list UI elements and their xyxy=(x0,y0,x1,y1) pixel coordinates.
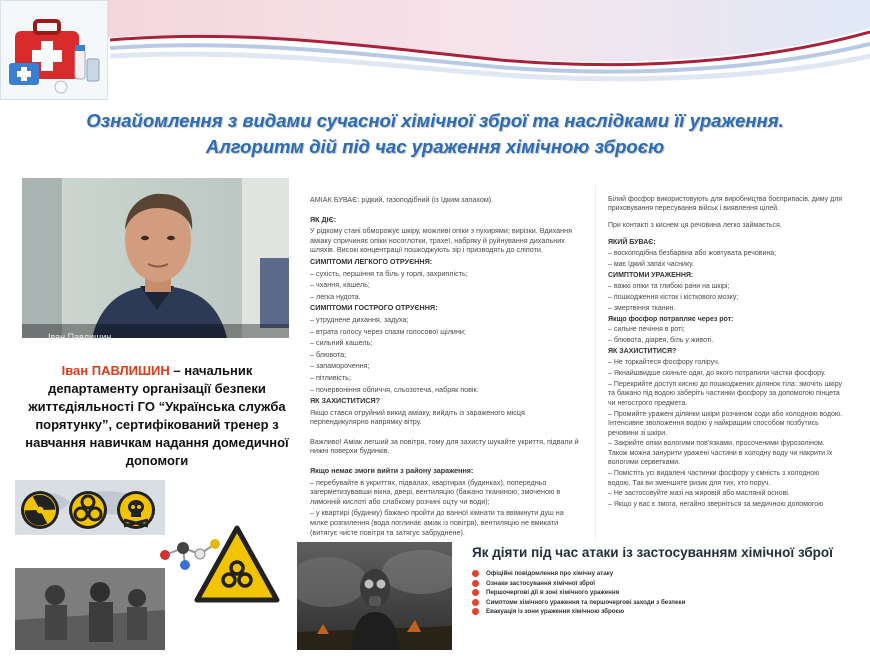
paragraph: – легка нудота. xyxy=(310,291,361,301)
paragraph: – сухість, першіння та біль у горлі, захриплість; xyxy=(310,268,468,278)
section-heading: СИМПТОМИ ГОСТРОГО ОТРУЄННЯ: xyxy=(310,303,438,313)
spacer xyxy=(310,429,583,437)
section-heading: ЯК ЗАХИСТИТИСЯ? xyxy=(608,348,677,356)
paragraph: – перебувайте в укриттях, підвалах, квартирах (будинках), попередньо загерметизувавши вікна, двері, вентиляцію (бажано тканиною, змоченою в лимонній кислоті або слабкому розчині оцту чи води); xyxy=(310,477,561,506)
title-line-2: Алгоритм дій під час ураження хімічною зброєю xyxy=(205,136,665,157)
attack-guide-list xyxy=(472,569,844,617)
hazard-collage xyxy=(15,480,290,650)
ammonia-info-panel xyxy=(298,185,596,540)
attack-item-label: Евакуація із зони ураження хімічною зброєю xyxy=(486,608,625,615)
header-wave xyxy=(0,0,870,90)
paragraph: При контакті з киснем ця речовина легко займається. xyxy=(608,222,782,230)
paragraph: – Якщо у вас є змога, негайно зверніться за медичною допомогою xyxy=(608,501,824,509)
section-heading: ЯК ЗАХИСТИТИСЯ? xyxy=(310,396,381,406)
speaker-description: – начальник департаменту організації безпеки життєдіяльності ГО “Українська служба порятунку”, сертифікований тренер з навчання навичкам надання домедичної допомоги xyxy=(25,363,289,468)
list-item xyxy=(472,588,844,598)
attack-item-label: Офіційні повідомлення про хімічну атаку xyxy=(486,570,614,577)
attack-item-label: Ознаки застосування хімічної зброї xyxy=(486,579,596,587)
paragraph: – Не торкайтеся фосфору голіруч. xyxy=(608,359,720,367)
biohazard-icon xyxy=(69,491,107,529)
spacer xyxy=(310,207,583,215)
section-heading: ЯКИЙ БУВАЄ: xyxy=(608,239,656,247)
list-item xyxy=(472,598,844,608)
bullet-icon xyxy=(472,570,479,577)
bullet-icon xyxy=(472,599,479,606)
paragraph: – Промийте уражені ділянки шкіри розчином соди або холодною водою. Інтенсивне зволоження водою у найкращим способом позбутись речовини зі шкіри. xyxy=(608,410,843,437)
skull-icon xyxy=(117,491,155,529)
paragraph: – Закрийте опіки вологими пов'язками, просоченими фурозоліном. Також можна занурити уражені частини в холодну воду чи накрити їх вологими серветками. xyxy=(608,440,833,467)
paragraph: – Якнайшвидше скиньте одяг, до якого потрапили частки фосфору. xyxy=(608,370,826,378)
section-heading: СИМПТОМИ УРАЖЕННЯ: xyxy=(608,271,694,279)
speaker-photo xyxy=(22,178,289,338)
paragraph: – важкі опіки та глибокі рани на шкірі; xyxy=(608,282,730,290)
paragraph: Важливо! Аміак легший за повітря, тому для захисту шукайте укриття, підвали й нижні поверхи будинків. xyxy=(310,436,579,456)
paragraph: АМІАК БУВАЄ: рідкий, газоподібний (із їдким запахом). xyxy=(310,195,494,204)
video-caption: Іван Павлишин xyxy=(48,332,112,342)
paragraph: – пітливість; xyxy=(310,372,351,382)
paragraph: – Помістіть усі видалені частинки фосфору у ємність з холодною водою. Так ви зменшите ризик для тих, хто поруч. xyxy=(608,470,820,487)
paragraph: – Не застосовуйте мазі на жировій або масляній основі. xyxy=(608,490,790,498)
paragraph: – втрата голосу через спазм голосової щілини; xyxy=(310,326,466,336)
list-item xyxy=(472,579,844,589)
first-aid-kit-icon xyxy=(1,1,107,99)
section-heading: ЯК ДІЄ: xyxy=(310,214,337,224)
paragraph: – воскоподібна безбарвна або жовтувата речовина; xyxy=(608,250,777,258)
paragraph: – Перекрийте доступ кисню до пошкоджених ділянок тіла: змочіть шкіру та бажано під водою заберіть частинки фосфору за допомогою пінцета чи негострого предмета. xyxy=(608,381,843,407)
paragraph: – сильне печіння в роті; xyxy=(608,326,685,334)
paragraph: – чхання, кашель; xyxy=(310,280,370,290)
attack-item-label: Симптоми хімічного ураження та першочергові заходи з безпеки xyxy=(486,598,686,606)
paragraph: – сильний кашель; xyxy=(310,338,373,348)
phosphorus-info-panel xyxy=(598,185,853,535)
paragraph: Білий фосфор використовують для виробництва боєприпасів, диму для приховування пересування військ і виявлення цілей. xyxy=(608,196,843,213)
bullet-icon xyxy=(472,580,479,587)
paragraph: – у квартирі (будинку) бажано пройти до ванної кімнати та ввімкнути душ на мілке розпилення (вода поглинає аміак із повітря), вентиляцію не вмикати (витягує чисте повітря та затягує забруднене). xyxy=(310,508,564,537)
section-heading: СИМПТОМИ ЛЕГКОГО ОТРУЄННЯ: xyxy=(310,256,433,266)
list-item xyxy=(472,569,844,579)
paragraph: – пошкодження кісток і кісткового мозку; xyxy=(608,293,739,301)
paragraph: Якщо стався отруйний викид аміаку, вийдіть із зараженого місця перпендикулярно напрямку вітру. xyxy=(310,407,525,427)
speaker-bio xyxy=(22,362,292,470)
page-title xyxy=(20,108,850,160)
title-line-1: Ознайомлення з видами сучасної хімічної зброї та наслідками її ураження. xyxy=(86,110,784,131)
paragraph: – змертвіння тканин. xyxy=(608,304,676,312)
first-aid-logo xyxy=(0,0,108,100)
paragraph: – утруднене дихання, задуха; xyxy=(310,314,409,324)
speaker-name: Іван ПАВЛИШИН xyxy=(61,363,170,378)
spacer xyxy=(310,458,583,466)
section-heading: Якщо немає змоги вийти з району зараження: xyxy=(310,466,474,476)
attack-item-label: Першочергові дії в зоні хімічного ураження xyxy=(486,589,620,596)
paragraph: – запаморочення; xyxy=(310,361,370,371)
paragraph: У рідкому стані обморожує шкіру, можливі опіки з пухирями; вирізки. Вдихання аміаку спричиняє опіки носоглотки, трахеї, набряку й руйнування дихальних шляхів. Високі концентрації пошкоджують зір і призводять до сліпоти. xyxy=(310,226,573,255)
paragraph: – блювота, діарея, біль у животі. xyxy=(608,337,714,345)
gas-mask-icon xyxy=(360,569,390,607)
gas-mask-photo xyxy=(297,542,452,650)
paragraph: – почервоніння обличчя, сльозотеча, набряк повік. xyxy=(310,384,479,394)
list-item xyxy=(472,607,844,617)
paragraph: – має їдкий запах часнику. xyxy=(608,261,694,269)
bullet-icon xyxy=(472,589,479,596)
paragraph: – блювота; xyxy=(310,349,347,359)
section-heading: Якщо фосфор потрапляє через рот: xyxy=(608,315,734,323)
chemical-attack-guide xyxy=(458,541,858,653)
attack-guide-title: Як діяти під час атаки із застосуванням хімічної зброї xyxy=(472,545,833,560)
molecule-icon xyxy=(160,539,220,570)
bullet-icon xyxy=(472,608,479,615)
